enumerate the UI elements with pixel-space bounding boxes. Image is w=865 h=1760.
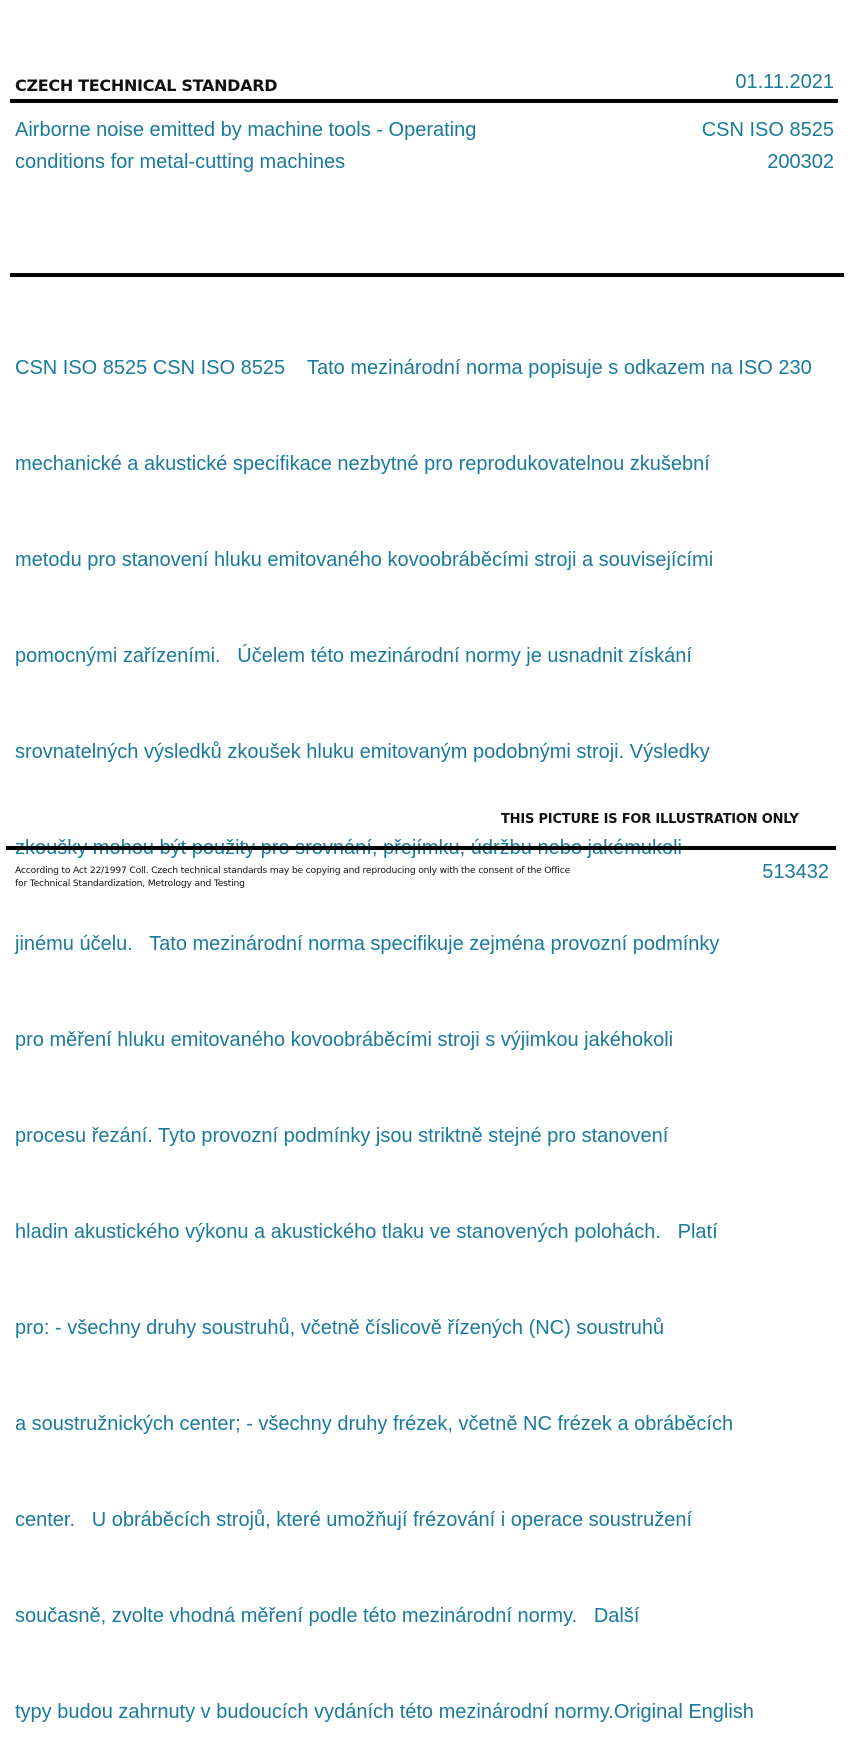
document-title-line: conditions for metal-cutting machines <box>15 151 346 173</box>
description-line: jinému účelu. Tato mezinárodní norma specifikuje zejména provozní podmínky <box>15 933 720 955</box>
document-codes <box>702 114 834 178</box>
publication-date: 01.11.2021 <box>735 71 834 93</box>
legal-notice-line: for Technical Standardization, Metrology and Testing <box>15 878 245 889</box>
description-line: hladin akustického výkonu a akustického tlaku ve stanovených polohách. Platí <box>15 1221 718 1243</box>
description-line: CSN ISO 8525 CSN ISO 8525 Tato mezinárodní norma popisuje s odkazem na ISO 230 <box>15 357 812 379</box>
description-line: typy budou zahrnuty v budoucích vydáních této mezinárodní normy.Original English <box>15 1701 754 1723</box>
illustration-note: THIS PICTURE IS FOR ILLUSTRATION ONLY <box>501 812 799 827</box>
description-line: metodu pro stanovení hluku emitovaného kovoobráběcími stroji a souvisejícími <box>15 549 714 571</box>
description-line: srovnatelných výsledků zkoušek hluku emitovaným podobnými stroji. Výsledky <box>15 741 710 763</box>
description-line: procesu řezání. Tyto provozní podmínky jsou striktně stejné pro stanovení <box>15 1125 669 1147</box>
description-line: pro: - všechny druhy soustruhů, včetně číslicově řízených (NC) soustruhů <box>15 1317 665 1339</box>
description-line: center. U obráběcích strojů, které umožňují frézování i operace soustružení <box>15 1509 693 1531</box>
legal-notice-line: According to Act 22/1997 Coll. Czech technical standards may be copying and reproducing only with the consent of the Office <box>15 865 571 876</box>
legal-notice <box>15 864 615 890</box>
description-line: pomocnými zařízeními. Účelem této mezinárodní normy je usnadnit získání <box>15 645 692 667</box>
document-title-line: Airborne noise emitted by machine tools - Operating <box>15 119 477 141</box>
product-code: 513432 <box>762 861 829 883</box>
title-divider <box>10 273 844 277</box>
description-line: pro měření hluku emitovaného kovoobráběcími stroji s výjimkou jakéhokoli <box>15 1029 674 1051</box>
description-line: současně, zvolte vhodná měření podle této mezinárodní normy. Další <box>15 1605 640 1627</box>
standard-code: CSN ISO 8525 <box>701 119 834 141</box>
description-line: a soustružnických center; - všechny druhy frézek, včetně NC frézek a obráběcích <box>15 1413 734 1435</box>
footer-divider <box>6 846 836 850</box>
header-divider <box>10 99 838 103</box>
document-title <box>15 114 575 178</box>
description-line: mechanické a akustické specifikace nezbytné pro reprodukovatelnou zkušební <box>15 453 710 475</box>
class-number: 200302 <box>767 151 834 173</box>
standard-header-title: CZECH TECHNICAL STANDARD <box>15 76 278 95</box>
standard-description <box>15 288 812 1760</box>
